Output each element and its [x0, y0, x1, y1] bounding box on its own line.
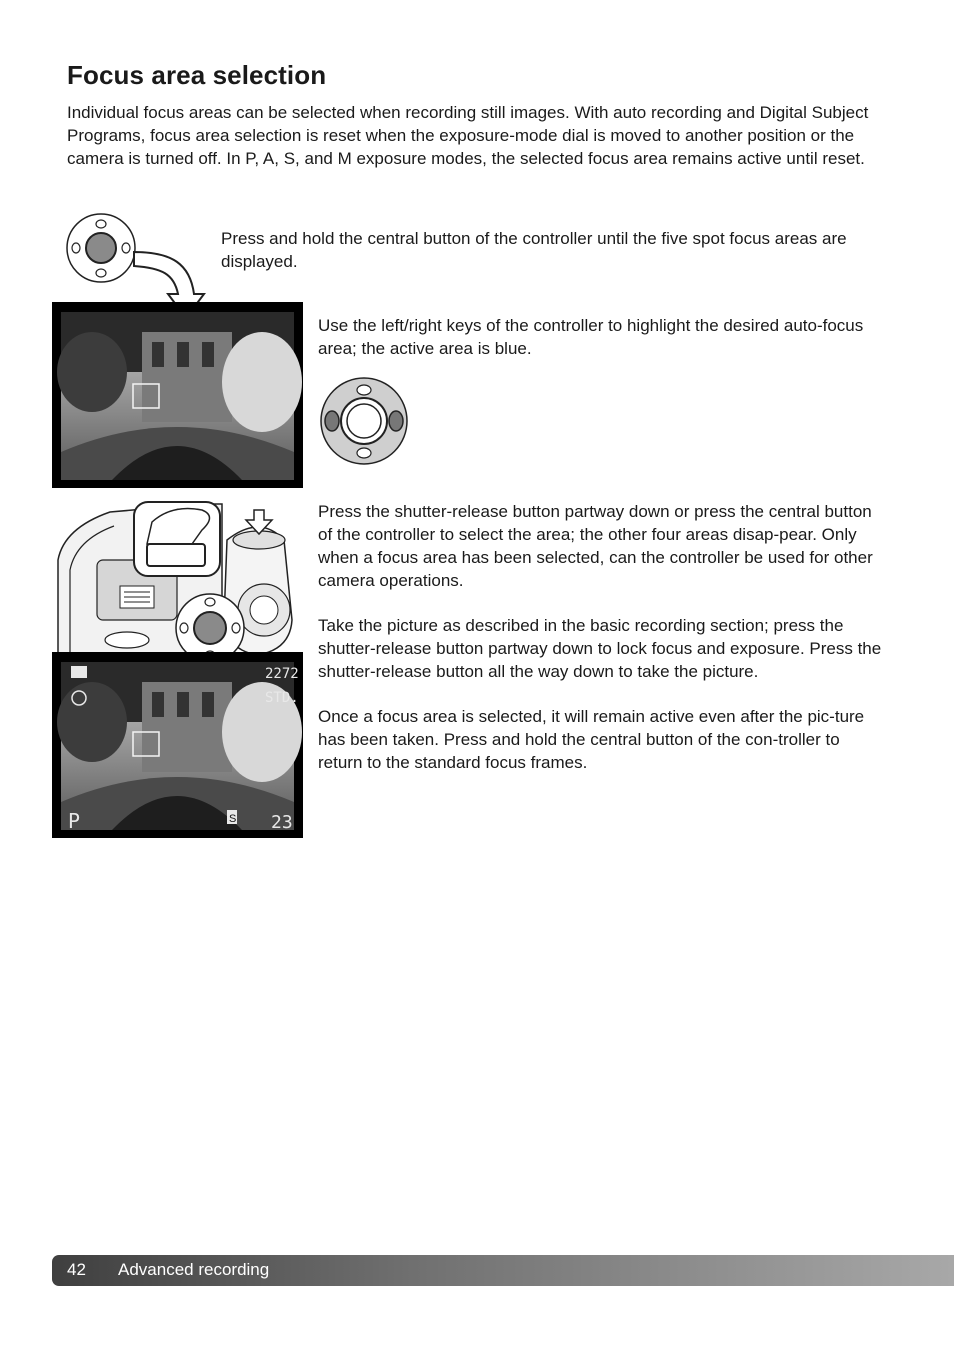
step-1-text: Press and hold the central button of the controller until the five spot focus areas are displayed. — [221, 229, 847, 271]
lcd-exposure-mode: P — [68, 809, 81, 833]
step-4-text: Take the picture as described in the basic recording section; press the shutter-release button partway down to lock focus and exposure. Press the shutter-release button all the way down to take the picture. — [318, 616, 882, 681]
page-number: 42 — [67, 1260, 86, 1279]
page-title: Focus area selection — [67, 60, 327, 90]
camera-mode-icon — [71, 666, 87, 678]
controller-left-right-illustration — [318, 377, 410, 465]
controller-center-button — [86, 233, 116, 263]
lcd-count: 23 — [271, 812, 293, 833]
step-2-text: Use the left/right keys of the controller to highlight the desired auto-focus area; the active area is blue. — [318, 316, 864, 358]
camera-shutter-illustration — [52, 500, 302, 665]
lcd-screen-selected-area — [52, 652, 303, 838]
lcd-frames-remaining: 2272 — [265, 666, 299, 682]
controller-left-key — [325, 411, 339, 431]
lcd-small-s: S — [229, 813, 237, 825]
section-name: Advanced recording — [118, 1260, 270, 1279]
intro-paragraph: Individual focus areas can be selected when recording still images. With auto recording and Digital Subject Programs, focus area selection is reset when the exposure-mode dial is moved to another position or the camera is turned off. In P, A, S, and M exposure modes, the selected focus area remains active until reset. — [67, 103, 869, 168]
controller-center-button — [194, 612, 226, 644]
controller-right-key — [389, 411, 403, 431]
controller-center-button — [347, 404, 381, 438]
lcd-quality: STD. — [265, 690, 299, 706]
lcd-screen-focus-areas — [52, 302, 303, 488]
step-5-text: Once a focus area is selected, it will remain active even after the pic-ture has been taken. Press and hold the central button of the con-troller to return to the standard focus frames. — [318, 707, 865, 772]
step-3-text: Press the shutter-release button partway down or press the central button of the controller to select the area; the other four areas disap-pear. Only when a focus area has been selected, can the controller be used for other camera operations. — [318, 502, 873, 590]
page-footer — [52, 1255, 954, 1286]
